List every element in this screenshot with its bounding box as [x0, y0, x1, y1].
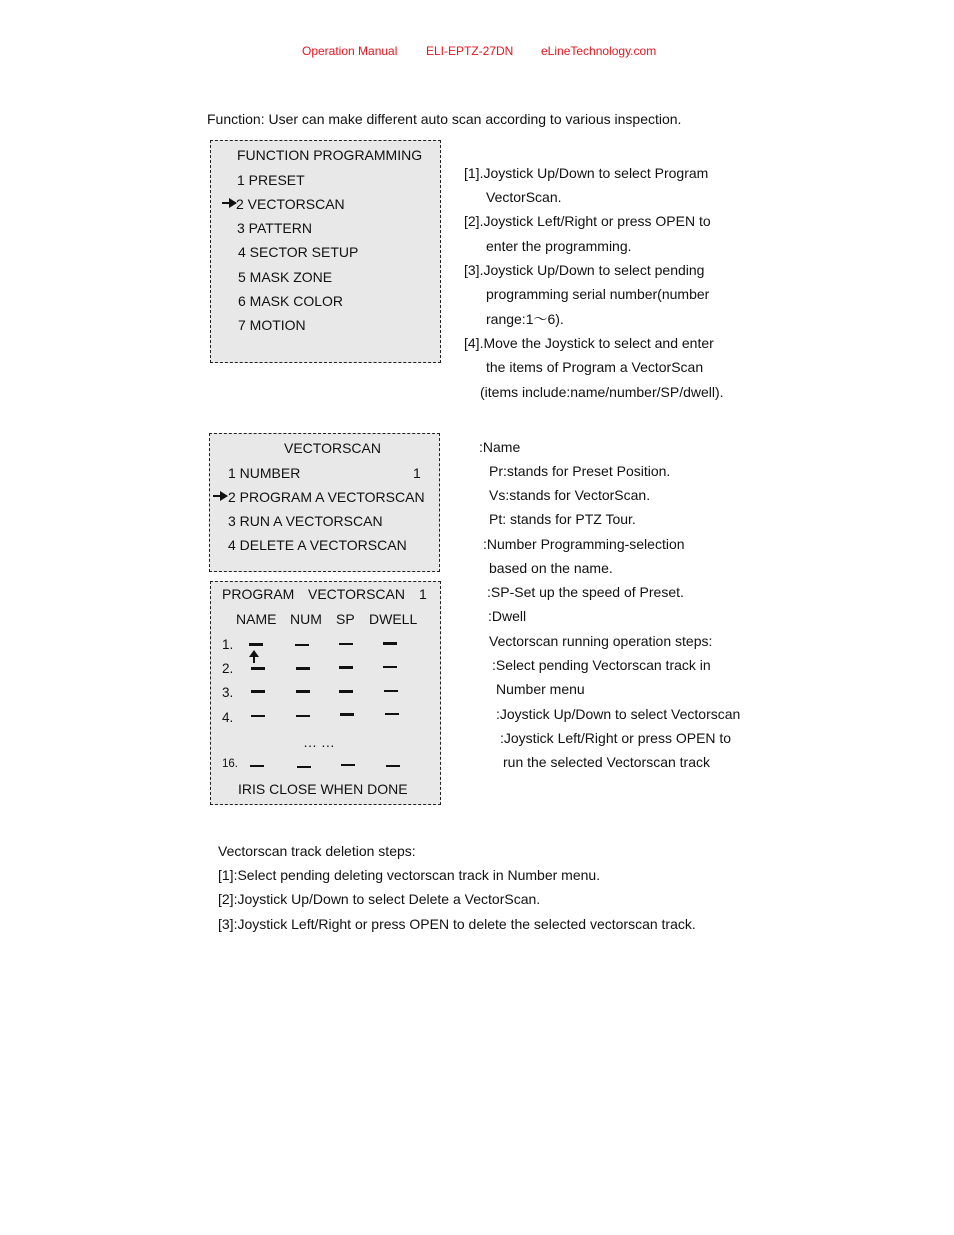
note-pt: Pt: stands for PTZ Tour. — [489, 511, 636, 527]
arrow-right-icon — [213, 491, 228, 501]
row-label-1: 1. — [222, 637, 234, 652]
row1-num-dash — [295, 644, 309, 646]
note-running-step3-cont: run the selected Vectorscan track — [503, 754, 710, 770]
note-pr: Pr:stands for Preset Position. — [489, 463, 671, 479]
note-running-step3: :Joystick Left/Right or press OPEN to — [500, 730, 732, 746]
header-model: ELI-EPTZ-27DN — [426, 44, 514, 58]
menu3-title-number: 1 — [419, 586, 427, 602]
note-vs: Vs:stands for VectorScan. — [489, 487, 651, 503]
row3-num-dash — [296, 690, 310, 693]
menu1-item-mask-zone: 5 MASK ZONE — [238, 269, 333, 285]
row2-dwell-dash — [383, 666, 397, 668]
row4-num-dash — [296, 715, 310, 717]
row16-dwell-dash — [386, 765, 400, 767]
row16-name-dash — [250, 765, 264, 767]
step4-line1: [4].Move the Joystick to select and enter — [464, 335, 714, 351]
row1-name-dash — [249, 643, 263, 646]
note-running-step2: :Joystick Up/Down to select Vectorscan — [496, 706, 741, 722]
row4-dwell-dash — [385, 713, 399, 715]
row1-sp-dash — [339, 643, 353, 645]
step3-line3: range:1～6). — [486, 311, 564, 327]
column-name: NAME — [236, 611, 277, 627]
menu2-number-value: 1 — [413, 465, 421, 481]
step1-line2: VectorScan. — [486, 189, 562, 205]
step3-line2: programming serial number(number — [486, 286, 710, 302]
menu1-item-sector-setup: 4 SECTOR SETUP — [238, 244, 359, 260]
note-running-title: Vectorscan running operation steps: — [489, 633, 713, 649]
menu2-item-number: 1 NUMBER — [228, 465, 301, 481]
menu3-title-program: PROGRAM — [222, 586, 295, 602]
note-running-step1-cont: Number menu — [496, 681, 585, 697]
row1-dwell-dash — [383, 642, 397, 645]
menu3-title-vectorscan: VECTORSCAN — [308, 586, 405, 602]
row4-sp-dash — [340, 713, 354, 716]
menu1-item-mask-color: 6 MASK COLOR — [238, 293, 344, 309]
step4-line2: the items of Program a VectorScan — [486, 359, 704, 375]
note-number-cont: based on the name. — [489, 560, 613, 576]
row-label-2: 2. — [222, 661, 234, 676]
step4-line3: (items include:name/number/SP/dwell). — [480, 384, 724, 400]
menu3-ellipsis: … … — [303, 734, 335, 750]
menu1-item-preset: 1 PRESET — [237, 172, 305, 188]
menu1-item-motion: 7 MOTION — [238, 317, 306, 333]
header-manual: Operation Manual — [302, 44, 398, 58]
note-running-step1: :Select pending Vectorscan track in — [492, 657, 711, 673]
row16-num-dash — [297, 766, 311, 768]
menu1-item-pattern: 3 PATTERN — [237, 220, 312, 236]
deletion-title: Vectorscan track deletion steps: — [218, 843, 416, 859]
menu2-item-program: 2 PROGRAM A VECTORSCAN — [228, 489, 425, 505]
header-website: eLineTechnology.com — [541, 44, 657, 58]
note-name: :Name — [479, 439, 521, 455]
row3-sp-dash — [339, 690, 353, 693]
note-number: :Number Programming-selection — [483, 536, 685, 552]
column-dwell: DWELL — [369, 611, 418, 627]
menu2-item-delete: 4 DELETE A VECTORSCAN — [228, 537, 407, 553]
row3-name-dash — [251, 690, 265, 693]
menu1-item-vectorscan: 2 VECTORSCAN — [236, 196, 345, 212]
deletion-step1: [1]:Select pending deleting vectorscan track in Number menu. — [218, 867, 601, 883]
menu3-footer: IRIS CLOSE WHEN DONE — [238, 781, 408, 797]
step2-line1: [2].Joystick Left/Right or press OPEN to — [464, 213, 711, 229]
row-label-4: 4. — [222, 710, 234, 725]
step3-line1: [3].Joystick Up/Down to select pending — [464, 262, 705, 278]
column-sp: SP — [336, 611, 355, 627]
row-label-3: 3. — [222, 685, 234, 700]
deletion-step3: [3]:Joystick Left/Right or press OPEN to delete the selected vectorscan track. — [218, 916, 696, 932]
row2-name-dash — [251, 667, 265, 670]
step2-line2: enter the programming. — [486, 238, 632, 254]
row2-num-dash — [296, 667, 310, 670]
menu2-title: VECTORSCAN — [284, 440, 381, 456]
step1-line1: [1].Joystick Up/Down to select Program — [464, 165, 709, 181]
column-num: NUM — [290, 611, 322, 627]
row4-name-dash — [251, 715, 265, 717]
deletion-step2: [2]:Joystick Up/Down to select Delete a VectorScan. — [218, 891, 541, 907]
menu1-title: FUNCTION PROGRAMMING — [237, 147, 423, 163]
row16-sp-dash — [341, 764, 355, 766]
note-dwell: :Dwell — [488, 608, 527, 624]
arrow-up-icon — [249, 650, 259, 663]
menu2-item-run: 3 RUN A VECTORSCAN — [228, 513, 383, 529]
function-description: Function: User can make different auto scan according to various inspection. — [207, 111, 682, 127]
row2-sp-dash — [339, 666, 353, 669]
arrow-right-icon — [222, 198, 237, 208]
row3-dwell-dash — [384, 690, 398, 692]
row-label-16: 16. — [222, 758, 238, 770]
note-sp: :SP-Set up the speed of Preset. — [487, 584, 684, 600]
